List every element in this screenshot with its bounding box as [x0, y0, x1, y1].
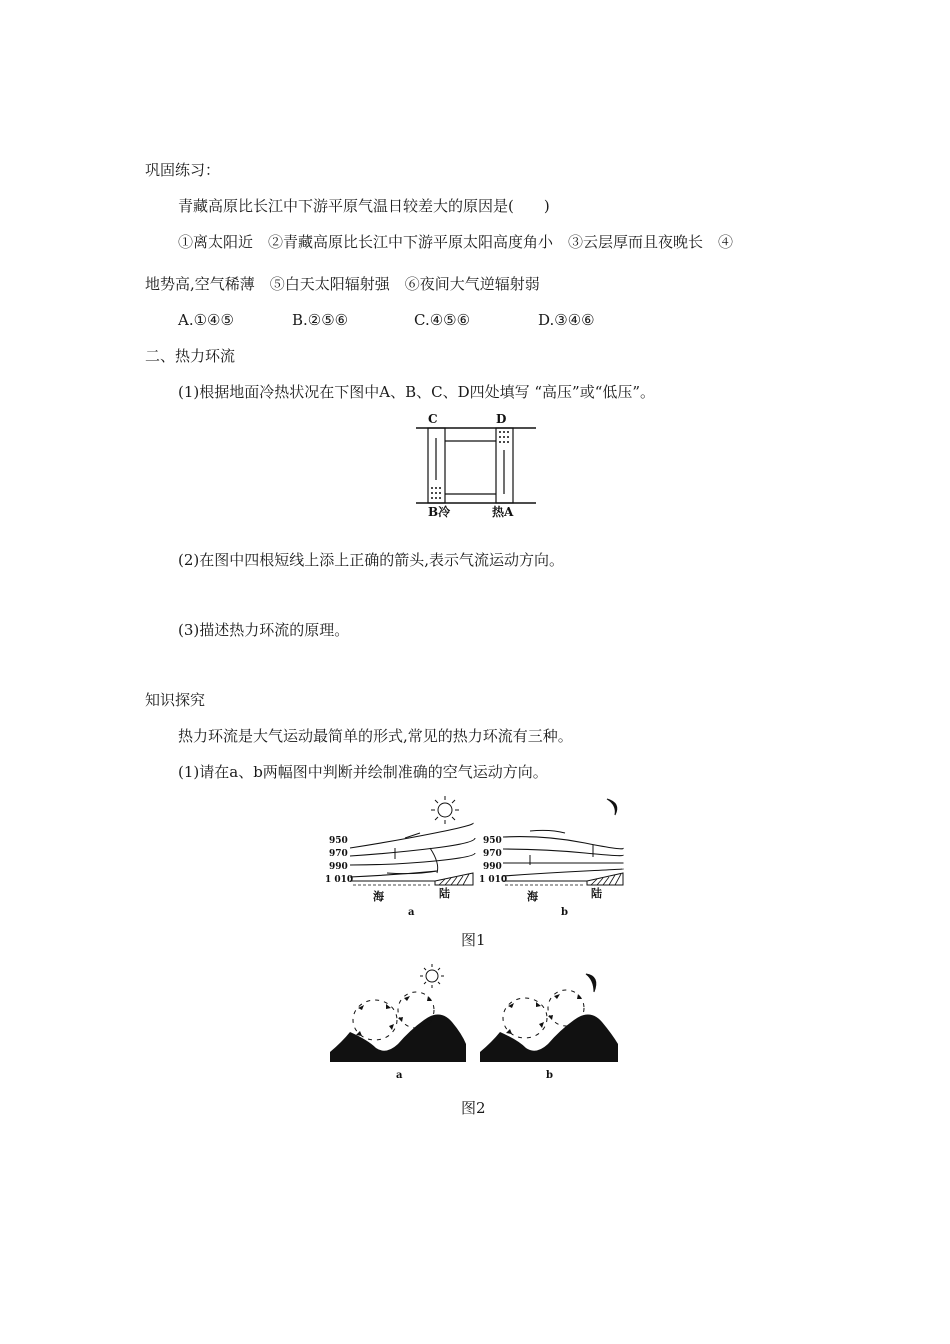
sea-label-a: 海	[373, 890, 384, 903]
statements-line-2: 地势高,空气稀薄 ⑤白天太阳辐射强 ⑥夜间大气逆辐射弱	[145, 275, 540, 293]
sun-icon	[420, 964, 444, 988]
isobar-label-1010: 1 010	[325, 875, 354, 885]
section-heading-thermal: 二、热力环流	[145, 347, 236, 365]
figure-2-caption: 图2	[461, 1099, 486, 1117]
thermal-circulation-diagram	[408, 410, 548, 518]
figure-1-panel-b	[479, 799, 623, 918]
isobar-label-950: 950	[329, 836, 348, 846]
isobar-label-950-b: 950	[483, 836, 502, 846]
isobar-label-1010-b: 1 010	[479, 875, 508, 885]
figure-2-panel-a	[330, 964, 466, 1081]
knowledge-intro: 热力环流是大气运动最简单的形式,常见的热力环流有三种。	[178, 727, 573, 745]
panel-label-a: a	[408, 907, 415, 918]
dense-air-dots-bottom-left	[431, 487, 441, 499]
option-b: B.②⑤⑥	[292, 311, 349, 329]
isobar-label-990-b: 990	[483, 862, 502, 872]
knowledge-question-1: (1)请在a、b两幅图中判断并绘制准确的空气运动方向。	[178, 763, 548, 781]
isobar-label-970-b: 970	[483, 849, 502, 859]
option-c: C.④⑤⑥	[414, 311, 471, 329]
practice-heading: 巩固练习：	[145, 161, 221, 179]
isobar-label-990: 990	[329, 862, 348, 872]
option-d: D.③④⑥	[538, 311, 595, 329]
isobar-label-970: 970	[329, 849, 348, 859]
fig2-panel-label-a: a	[396, 1070, 403, 1081]
figure-2-panel-b	[480, 974, 618, 1081]
figure-1-sea-land-breeze	[325, 793, 625, 918]
figure-1-panel-a	[325, 796, 475, 918]
question-text: 青藏高原比长江中下游平原气温日较差大的原因是( )	[178, 197, 550, 215]
panel-label-b: b	[561, 907, 568, 918]
statements-line-1: ①离太阳近 ②青藏高原比长江中下游平原太阳高度角小 ③云层厚而且夜晚长 ④	[178, 233, 734, 251]
moon-icon	[586, 974, 596, 992]
label-d: D	[496, 412, 507, 426]
label-hot-a: 热A	[492, 505, 514, 518]
dense-air-dots-top-right	[499, 431, 509, 443]
thermal-question-3: (3)描述热力环流的原理。	[178, 621, 350, 639]
label-c: C	[428, 412, 438, 426]
section-heading-knowledge: 知识探究	[145, 691, 206, 709]
land-label-b: 陆	[591, 887, 602, 900]
option-a: A.①④⑤	[178, 311, 234, 329]
thermal-question-1: (1)根据地面冷热状况在下图中A、B、C、D四处填写 “高压”或“低压”。	[178, 383, 656, 401]
figure-1-caption: 图1	[461, 931, 486, 949]
fig2-panel-label-b: b	[546, 1070, 553, 1081]
land-label-a: 陆	[439, 887, 450, 900]
sea-label-b: 海	[527, 890, 538, 903]
sun-icon	[431, 796, 459, 824]
figure-2-mountain-valley-breeze	[328, 960, 623, 1085]
label-b-cold: B冷	[428, 505, 451, 518]
moon-icon	[607, 799, 617, 815]
thermal-question-2: (2)在图中四根短线上添上正确的箭头,表示气流运动方向。	[178, 551, 565, 569]
